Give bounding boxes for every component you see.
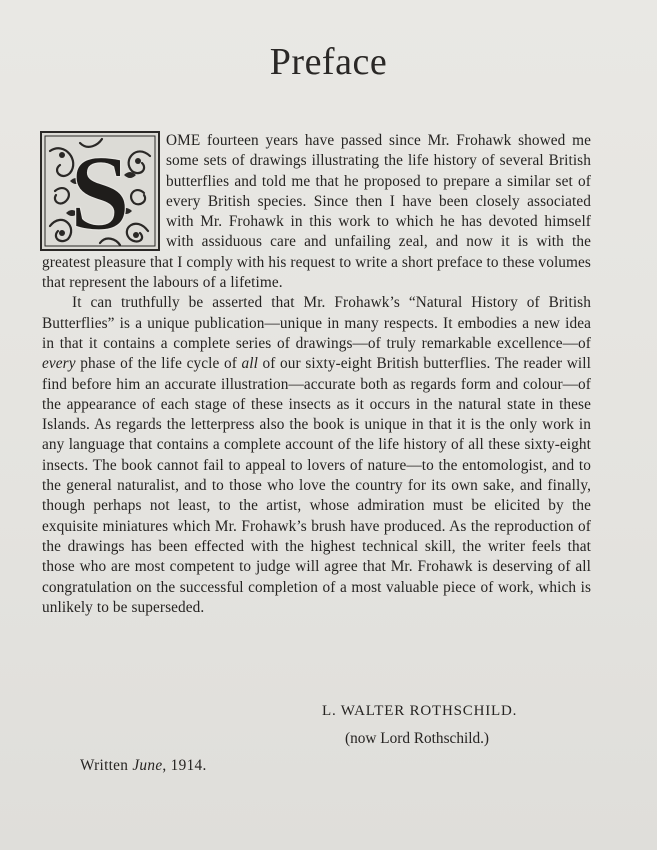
emphasis-all: all [241,355,258,373]
written-date: Written June, 1914. [80,757,207,774]
signature-note: (now Lord Rothschild.) [345,730,490,747]
preface-body [42,131,591,618]
paragraph-2: It can truthfully be asserted that Mr. Frohawk’s “Natural History of British Butterflies” is a unique publication—unique in many respects. It embodies a new idea in that it contains a complete series of drawings—of truly remarkable excellence—of every phase of the life cycle of all of our sixty-eight British butterflies. The reader will find before him an accurate illustration—accurate both as regards form and colour—of the appearance of each stage of these insects as it occurs in the natural state in these Islands. As regards the letterpress also the book is unique in that it is the only work in any language that contains a complete account of the life history of all these sixty-eight insects. The book cannot fail to appeal to lovers of nature—to the entomologist, and to the general naturalist, and to those who love the country for its own sake, and finally, though perhaps not least, to the artist, whose admiration must be elicited by the exquisite miniatures which Mr. Frohawk’s brush have produced. As the reproduction of the drawings has been effected with the highest technical skill, the writer feels that those who are most competent to judge will agree that Mr. Frohawk is deserving of all congratulation on the successful completion of a most valuable piece of work, which is unlikely to be superseded. [42,294,591,616]
paragraph-1: OME fourteen years have passed since Mr. Frohawk showed me some sets of drawings illustrating the life history of several British butterflies and told me that he proposed to prepare a similar set of every British species. Since then I have been closely associated with Mr. Frohawk in this work to which he has devoted himself with assiduous care and unfailing zeal, and now it is with the greatest pleasure that I comply with his request to write a short preface to these volumes that represent the labours of a lifetime. [42,132,591,292]
page-title: Preface [269,41,388,83]
drop-cap-ornament-icon [40,131,160,251]
emphasis-every: every [42,355,76,373]
signature-name: L. WALTER ROTHSCHILD. [322,703,518,719]
drop-cap-letter: S [69,134,131,251]
